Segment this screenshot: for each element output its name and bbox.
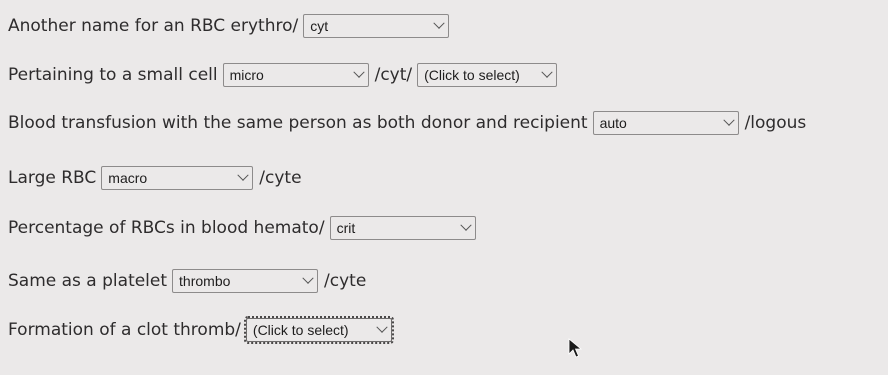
question-text: Pertaining to a small cell [8,65,218,85]
selected-value: (Click to select) [424,67,520,83]
word-part-text: /cyt/ [374,65,413,85]
question-row-7 [8,318,398,342]
answer-select[interactable] [101,166,253,190]
chevron-down-icon [302,273,313,284]
question-row-3 [8,111,806,135]
selected-value: thrombo [179,273,231,289]
selected-value: cyt [310,18,329,34]
mouse-pointer-icon [568,338,582,358]
selected-value: micro [229,67,264,83]
question-row-2 [8,63,563,87]
answer-select[interactable] [223,63,369,87]
chevron-down-icon [460,220,471,231]
chevron-down-icon [541,67,552,78]
chevron-down-icon [434,18,445,29]
question-text: Formation of a clot thromb/ [8,320,241,340]
chevron-down-icon [353,67,364,78]
answer-select[interactable] [330,216,476,240]
question-text: Blood transfusion with the same person as both donor and recipient [8,113,588,133]
question-row-6 [8,269,366,293]
selected-value: macro [108,170,148,186]
question-text: Same as a platelet [8,271,168,291]
word-part-text: /logous [744,113,807,133]
chevron-down-icon [238,170,249,181]
word-part-text: /cyte [324,271,367,291]
question-text: Another name for an RBC erythro/ [8,16,299,36]
answer-select[interactable] [246,318,392,342]
answer-select[interactable] [417,63,557,87]
selected-value: (Click to select) [252,322,349,338]
question-row-4 [8,166,302,190]
question-text: Percentage of RBCs in blood hemato/ [8,218,325,238]
question-row-1 [8,14,455,38]
question-row-5 [8,216,482,240]
answer-select[interactable] [172,269,318,293]
chevron-down-icon [723,115,734,126]
chevron-down-icon [376,322,387,333]
answer-select[interactable] [593,111,739,135]
word-part-text: /cyte [259,168,302,188]
question-text: Large RBC [8,168,97,188]
answer-select[interactable] [303,14,449,38]
selected-value: crit [336,220,356,236]
selected-value: auto [599,115,627,131]
